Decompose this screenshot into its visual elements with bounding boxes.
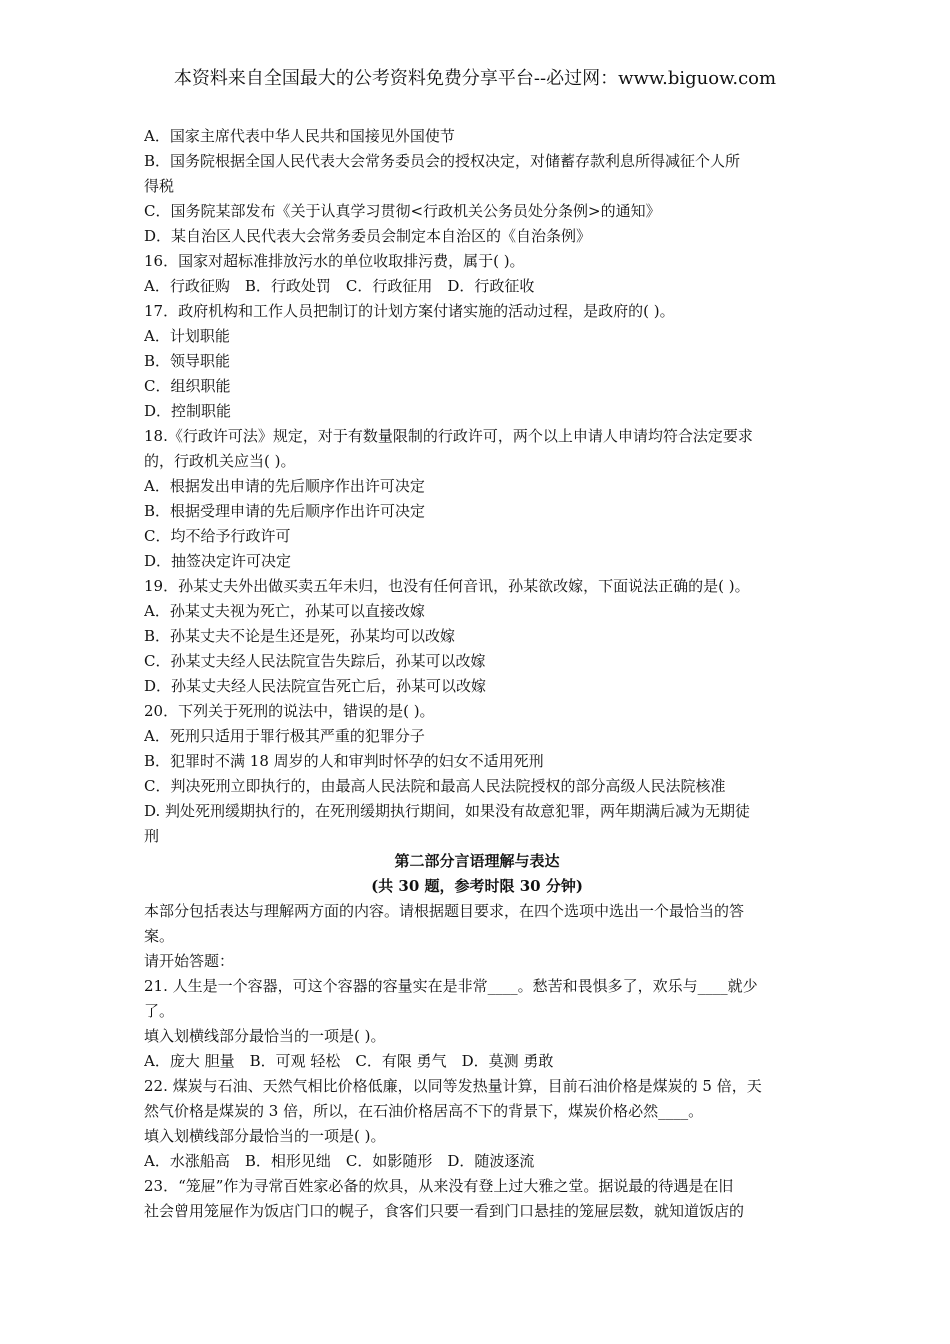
text-line: 的，行政机关应当( )。 (144, 452, 296, 470)
text-line: B．孙某丈夫不论是生还是死，孙某均可以改嫁 (144, 627, 456, 645)
text-line: D．抽签决定许可决定 (144, 552, 292, 570)
page-header: 本资料来自全国最大的公考资料免费分享平台--必过网：www.biguow.com (173, 68, 777, 89)
text-line: 案。 (144, 927, 175, 945)
section-heading: (共 30 题，参考时限 30 分钟) (371, 877, 583, 895)
text-line: 17．政府机构和工作人员把制订的计划方案付诸实施的活动过程，是政府的( )。 (144, 302, 675, 320)
text-line: 填入划横线部分最恰当的一项是( )。 (144, 1027, 386, 1045)
text-line: A．孙某丈夫视为死亡，孙某可以直接改嫁 (144, 602, 425, 620)
text-line: C．均不给予行政许可 (144, 527, 291, 545)
text-line: 23．“笼屉”作为寻常百姓家必备的炊具，从来没有登上过大雅之堂。据说最的待遇是在旧 (144, 1177, 734, 1195)
text-line: 得税 (144, 177, 175, 195)
text-line: C．组织职能 (144, 377, 231, 395)
text-line: D．孙某丈夫经人民法院宣告死亡后，孙某可以改嫁 (144, 677, 487, 695)
text-line: 16．国家对超标准排放污水的单位收取排污费，属于( )。 (144, 252, 525, 270)
text-line: B．根据受理申请的先后顺序作出许可决定 (144, 502, 426, 520)
text-line: C．国务院某部发布《关于认真学习贯彻<行政机关公务员处分条例>的通知》 (144, 202, 661, 220)
document-body (144, 124, 810, 1224)
text-line: A．行政征购 B．行政处罚 C．行政征用 D．行政征收 (144, 277, 535, 295)
text-line: 然气价格是煤炭的 3 倍，所以，在石油价格居高不下的背景下，煤炭价格必然____。 (144, 1102, 704, 1120)
text-line: D．控制职能 (144, 402, 232, 420)
text-line: 22. 煤炭与石油、天然气相比价格低廉，以同等发热量计算，目前石油价格是煤炭的 5 倍，天 (144, 1077, 762, 1095)
text-line: B．领导职能 (144, 352, 231, 370)
text-line: 18.《行政许可法》规定，对于有数量限制的行政许可，两个以上申请人申请均符合法定要求 (144, 427, 753, 445)
section-heading: 第二部分言语理解与表达 (394, 852, 560, 870)
text-line: B．犯罪时不满 18 周岁的人和审判时怀孕的妇女不适用死刑 (144, 752, 544, 770)
text-line: A．水涨船高 B．相形见绌 C．如影随形 D．随波逐流 (144, 1152, 535, 1170)
text-line: 填入划横线部分最恰当的一项是( )。 (144, 1127, 386, 1145)
text-line: 19．孙某丈夫外出做买卖五年未归，也没有任何音讯，孙某欲改嫁，下面说法正确的是( )。 (144, 577, 750, 595)
text-line: A．死刑只适用于罪行极其严重的犯罪分子 (144, 727, 425, 745)
text-line: A．根据发出申请的先后顺序作出许可决定 (144, 477, 425, 495)
text-line: A．计划职能 (144, 327, 230, 345)
text-line: A．国家主席代表中华人民共和国接见外国使节 (144, 127, 455, 145)
text-line: 了。 (144, 1002, 175, 1020)
text-line: 20．下列关于死刑的说法中，错误的是( )。 (144, 702, 435, 720)
text-line: 刑 (144, 827, 160, 845)
text-line: D. 判处死刑缓期执行的，在死刑缓期执行期间，如果没有故意犯罪，两年期满后减为无期徒 (144, 802, 751, 820)
text-line: 本部分包括表达与理解两方面的内容。请根据题目要求，在四个选项中选出一个最恰当的答 (144, 902, 745, 920)
text-line: C．孙某丈夫经人民法院宣告失踪后，孙某可以改嫁 (144, 652, 486, 670)
text-line: 社会曾用笼屉作为饭店门口的幌子，食客们只要一看到门口悬挂的笼屉层数，就知道饭店的 (144, 1202, 745, 1220)
text-line: B．国务院根据全国人民代表大会常务委员会的授权决定，对储蓄存款利息所得减征个人所 (144, 152, 741, 170)
text-line: A．庞大 胆量 B．可观 轻松 C．有限 勇气 D．莫测 勇敢 (144, 1052, 554, 1070)
text-line: D．某自治区人民代表大会常务委员会制定本自治区的《自治条例》 (144, 227, 592, 245)
text-line: 21. 人生是一个容器，可这个容器的容量实在是非常____。愁苦和畏惧多了，欢乐与____就少 (144, 977, 758, 995)
text-line: C．判决死刑立即执行的，由最高人民法院和最高人民法院授权的部分高级人民法院核准 (144, 777, 726, 795)
text-line: 请开始答题： (144, 952, 235, 970)
